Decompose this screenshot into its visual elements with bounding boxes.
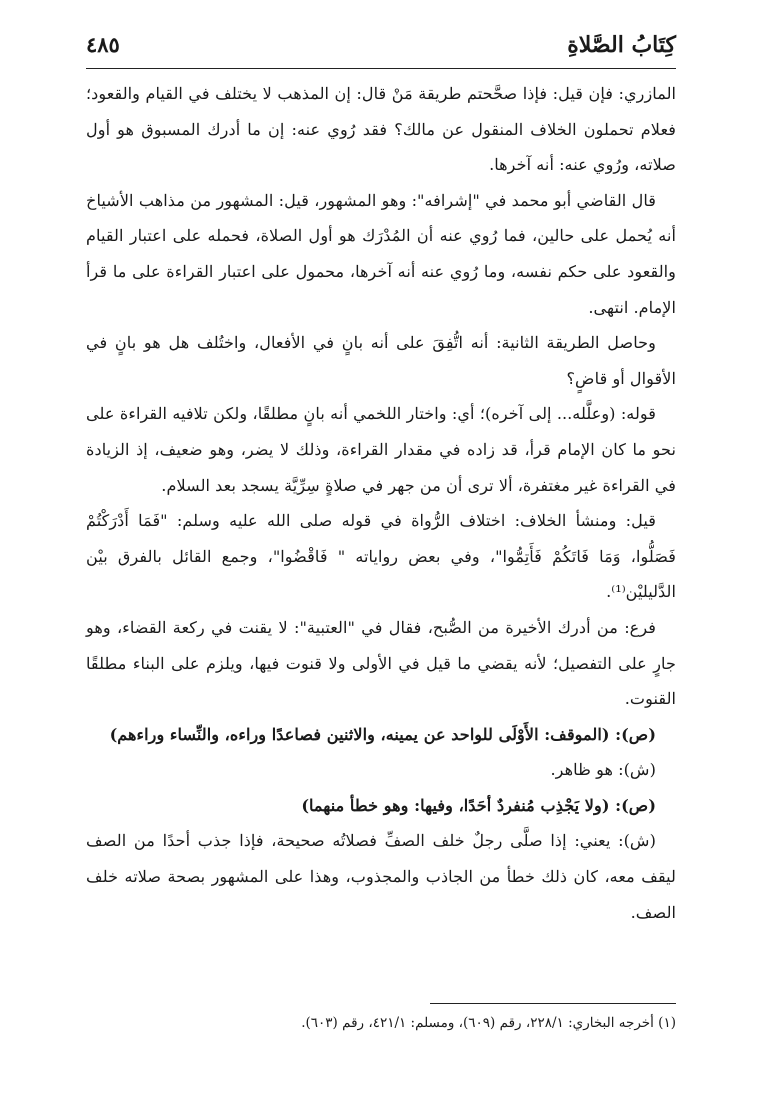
main-text [86, 76, 676, 930]
paragraph-sharh-jadhb: (ش): يعني: إذا صلَّى رجلٌ خلف الصفِّ فصلاتُه صحيحة، فإذا جذب أحدًا من الصف ليقف معه، كان ذلك خطأ من الجاذب والمجذوب، وهذا على المشهور بصحة صلاته خلف الصف. [86, 831, 676, 922]
paragraph-origin-of-dispute: قيل: ومنشأ الخلاف: اختلاف الرُّواة في قوله صلى الله عليه وسلم: "فَمَا أَدْرَكْتُمْ فَصَلُّوا، وَمَا فَاتَكُمْ فَأَتِمُّوا"، وفي بعض رواياته " فَاقْضُوا"، وجمع القائل بالفرق بيْن الدَّليليْن⁽¹⁾. [86, 511, 676, 602]
footnotes [86, 1010, 676, 1036]
paragraph-sharh-zahir: (ش): هو ظاهر. [550, 760, 656, 780]
paragraph-lakhmi: قوله: (وعلَّله... إلى آخره)؛ أي: واختار اللخمي أنه بانٍ مطلقًا، ولكن تلافيه القراءة على نحو ما كان الإمام قرأ، قد زاده في مقدار القراءة، وذلك لا يضر، وهو ضعيف، إذ الزيادة في القراءة غير مغتفرة، ألا ترى أن من جهر في صلاةٍ سِرِّيَّة يسجد بعد السلام. [86, 404, 676, 495]
paragraph-qadi: قال القاضي أبو محمد في "إشرافه": وهو المشهور، قيل: المشهور من مذاهب الأشياخ أنه يُحمل على حالين، فما رُوي عنه أن المُدْرَك هو أول الصلاة، فحمله على اعتبار القيام والقعود على حكم نفسه، وما رُوي عنه أنه آخرها، محمول على اعتبار القراءة على ما قرأ الإمام. انتهى. [86, 190, 676, 317]
paragraph-matn-jadhb: (ص): (ولا يَجْذِب مُنفردٌ أحَدًا، وفيها: وهو خطأ منهما) [301, 795, 656, 815]
page-header [86, 30, 676, 66]
footnote-rule [430, 1003, 676, 1004]
running-title: كِتَابُ الصَّلاةِ [567, 32, 676, 58]
footnote-1: (١) أخرجه البخاري: ٢٢٨/١، رقم (٦٠٩)، ومسلم: ٤٢١/١، رقم (٦٠٣). [301, 1015, 676, 1031]
paragraph-mazari: المازري: فإن قيل: فإذا صحَّحتم طريقة مَنْ قال: إن المذهب لا يختلف في القيام والقعود؛ فعلام تحملون الخلاف المنقول عن مالك؟ فقد رُوي عنه: إن ما أدرك المسبوق هو أول صلاته، ورُوي عنه: أنه آخرها. [86, 84, 676, 175]
paragraph-matn-mawqif: (ص): (الموقف: الأَوْلَى للواحد عن يمينه، والاثنين فصاعدًا وراءه، والنِّساء وراءهم) [109, 724, 656, 744]
paragraph-second-method: وحاصل الطريقة الثانية: أنه اتُّفِقَ على أنه بانٍ في الأفعال، واختُلف هل هو بانٍ في الأقوال أو قاضٍ؟ [86, 333, 676, 388]
page-number: ٤٨٥ [86, 32, 120, 57]
header-rule [86, 68, 676, 69]
paragraph-branch-subh: فرع: من أدرك الأخيرة من الصُّبح، فقال في "العتبية": لا يقنت في ركعة القضاء، وهو جارٍ على التفصيل؛ لأنه يقضي ما قيل في الأولى ولا قنوت فيها، ويلزم على البناء مطلقًا القنوت. [86, 617, 676, 709]
